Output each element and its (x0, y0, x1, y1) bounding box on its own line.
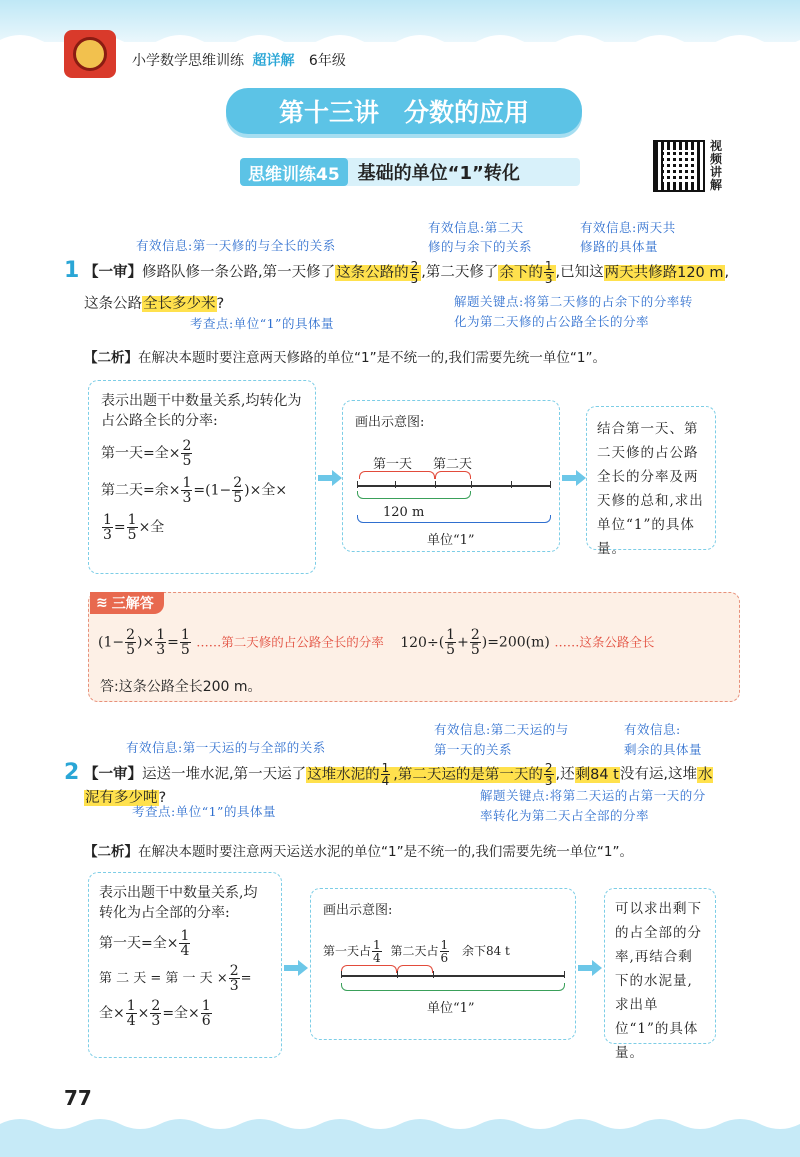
arrow-right-icon (318, 470, 342, 486)
p1-note-5b: 化为第二天修的占公路全长的分率 (454, 314, 650, 329)
p1-analysis: 【二析】在解决本题时要注意两天修路的单位“1”是不统一的,我们需要先统一单位“1”。 (84, 350, 606, 366)
p2-note-5a: 解题关键点:将第二天运的占第一天的分 (480, 788, 706, 803)
p2-hl-1: 这堆水泥的 $\frac{1}{4}$ (306, 767, 392, 783)
p2-statement-2: 泥有多少吨? (85, 790, 167, 806)
p1-tag: 【一审】 (84, 264, 142, 281)
page-number: 77 (64, 1086, 92, 1110)
p1-hl-1: 这条公路的 $\frac{2}{5}$ (335, 265, 421, 281)
p1-hl-3: 两天共修路120 m (604, 264, 724, 281)
p1-relation-box: 表示出题干中数量关系,均转化为占公路全长的分率: 第一天=全× $\frac{2}{5}$ 第二天=余× $\frac{1}{3}$ =(1− $\frac{2}{5}$ )×全× $\frac{1}{3}$ = $\frac{1}{5}$ ×全 (88, 380, 316, 574)
p2-note-1: 有效信息:第一天运的与全部的关系 (126, 740, 326, 755)
book-logo (64, 30, 116, 78)
p1-note-2a: 有效信息:第二天 (428, 220, 524, 235)
p1-diagram-day2: 第二天 (433, 457, 473, 472)
p2-number: 2 (64, 760, 80, 785)
running-header (132, 50, 346, 70)
p1-note-5a: 解题关键点:将第二天修的占余下的分率转 (454, 294, 693, 309)
p1-diagram-brace-top-1 (359, 471, 435, 479)
bottom-wave-edge (0, 1110, 800, 1157)
section-title: 基础的单位“1”转化 (357, 163, 520, 184)
p1-diagram-unit: 单位“1” (427, 533, 475, 548)
p2-relation-box: 表示出题干中数量关系,均转化为占全部的分率: 第一天=全× $\frac{1}{4}$ 第 二 天 = 第 一 天 × $\frac{2}{3}$ = 全× $\frac{1}{4}$ × $\frac{2}{3}$ =全× $\frac{1}{6}$ (88, 872, 282, 1058)
p2-strategy-box: 可以求出剩下的占全部的分率,再结合剩下的水泥量,求出单位“1”的具体量。 (604, 888, 716, 1044)
p1-note-3a: 有效信息:两天共 (580, 220, 676, 235)
p1-diagram-day1: 第一天 (373, 457, 413, 472)
top-wave-edge (0, 30, 800, 50)
p2-note-3b: 剩余的具体量 (624, 742, 703, 757)
p1-diagram-segment-line (357, 485, 551, 487)
p2-statement: 【一审】运送一堆水泥,第一天运了这堆水泥的 $\frac{1}{4}$ ,第二天运的是第一天的 $\frac{2}{3}$ ,还剩84 t没有运,这堆水 (84, 761, 713, 788)
p1-solve-comment-1: ……第二天修的占公路全长的分率 (196, 634, 384, 650)
p1-statement: 【一审】修路队修一条公路,第一天修了这条公路的 $\frac{2}{5}$ ,第二天修了余下的 $\frac{1}{3}$ ,已知这两天共修路120 m, (84, 259, 730, 286)
p2-diagram-unit: 单位“1” (427, 1001, 475, 1016)
p1-solve-tag: ≋ 三解答 (90, 592, 164, 614)
p1-number: 1 (64, 258, 80, 283)
p1-diagram-brace-bottom (357, 491, 471, 499)
section-header (240, 158, 580, 186)
p2-diagram-brace-top-2 (397, 965, 433, 973)
p2-hl-2: ,第二天运的是第一天的 $\frac{2}{3}$ (392, 767, 555, 783)
p1-note-4: 考查点:单位“1”的具体量 (190, 316, 334, 331)
wave-icon: ≋ (96, 595, 108, 611)
p1-note-2b: 修的与余下的关系 (428, 239, 533, 254)
p2-diagram-unit-brace (341, 983, 565, 991)
p1-strategy-box: 结合第一天、第二天修的占公路全长的分率及两天修的总和,求出单位“1”的具体量。 (586, 406, 716, 550)
p2-diagram-box: 画出示意图: 第一天占 $\frac{1}{4}$ 第二天占 $\frac{1}{6}$ 余下84 t 单位“1” (310, 888, 576, 1040)
qr-label: 视频讲解 (710, 139, 723, 192)
p2-note-2b: 第一天的关系 (434, 742, 513, 757)
p1-diagram-box: 画出示意图: 第一天 第二天 120 m 单位“1” (342, 400, 560, 552)
p1-diagram-unit-brace (357, 515, 551, 523)
p2-tag: 【一审】 (84, 766, 142, 783)
lecture-banner (226, 88, 582, 134)
arrow-right-icon (578, 960, 602, 976)
arrow-right-icon (284, 960, 308, 976)
p1-hl-2: 余下的 $\frac{1}{3}$ (498, 265, 555, 281)
arrow-right-icon (562, 470, 586, 486)
qr-code[interactable] (653, 140, 705, 192)
p1-statement-2: 这条公路全长多少米? (84, 296, 225, 312)
p2-note-5b: 率转化为第二天占全部的分率 (480, 808, 650, 823)
lecture-title: 第十三讲 分数的应用 (278, 98, 529, 127)
p1-diagram-brace-top-2 (435, 471, 471, 479)
edition-label: 超详解 (252, 53, 295, 69)
p1-solve-eq: (1− $\frac{2}{5}$ )× $\frac{1}{3}$ = $\frac{1}{5}$ ……第二天修的占公路全长的分率 120÷( $\frac{1}{5}$ + $\frac{2}{5}$ )=200(m) ……这条公路全长 (98, 627, 655, 658)
p1-solve-comment-2: ……这条公路全长 (554, 634, 655, 650)
section-tag: 思维训练45 (240, 158, 348, 186)
p1-diagram-len: 120 m (383, 505, 425, 520)
p2-diagram-labels: 第一天占 $\frac{1}{4}$ 第二天占 $\frac{1}{6}$ 余下84 t (323, 938, 510, 965)
book-title: 小学数学思维训练 (132, 53, 244, 69)
grade-label: 6年级 (308, 53, 346, 69)
p2-note-3a: 有效信息: (624, 722, 681, 737)
p1-answer: 答:这条公路全长200 m。 (100, 679, 262, 695)
p2-note-2a: 有效信息:第二天运的与 (434, 722, 569, 737)
p1-note-1: 有效信息:第一天修的与全长的关系 (136, 238, 336, 253)
p2-analysis: 【二析】在解决本题时要注意两天运送水泥的单位“1”是不统一的,我们需要先统一单位“1”。 (84, 844, 633, 860)
p1-note-3b: 修路的具体量 (580, 239, 659, 254)
p2-diagram-segment-line (341, 975, 565, 977)
p2-diagram-brace-top-1 (341, 965, 397, 973)
p2-note-4: 考查点:单位“1”的具体量 (132, 804, 276, 819)
